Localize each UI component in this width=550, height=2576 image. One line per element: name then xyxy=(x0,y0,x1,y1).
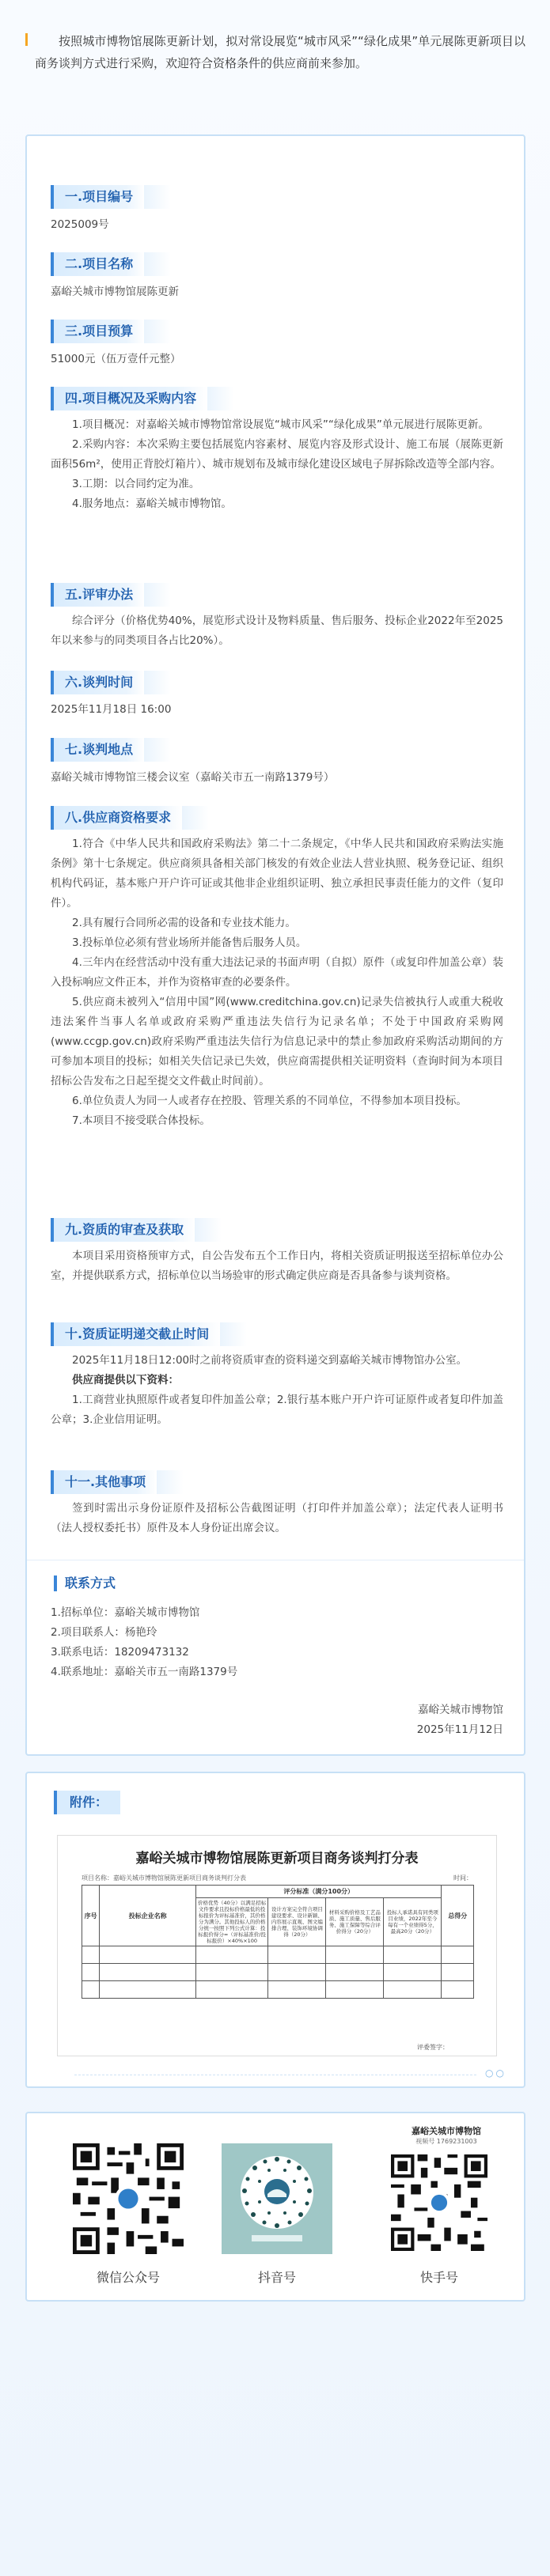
section-title-review: 九.资质的审查及获取 xyxy=(51,1218,195,1242)
qualification-item: 1.符合《中华人民共和国政府采购法》第二十二条规定，《中华人民共和国政府采购法实施条例》第十七条规定。供应商须具备相关部门核发的有效企业法人营业执照、税务登记证、组织机构代码证，基本账户开户许可证或其他非企业组织证明、独立承担民事责任能力的文件（复印件）。 xyxy=(51,838,503,910)
criterion-design: 设计方案完全符合项目建设要求、设计新颖、内容展示直观、图文编排合理、装饰环境协调得（20分） xyxy=(268,1898,326,1946)
attachment-title: 附件： xyxy=(54,1791,120,1814)
qualification-item: 7.本项目不接受联合体投标。 xyxy=(72,1114,211,1127)
deadline-value: 2025年11月18日12:00时之前将资质审查的资料递交到嘉峪关城市博物馆办公室。 xyxy=(72,1354,468,1367)
contact-title: 联系方式 xyxy=(54,1575,116,1591)
criterion-quality: 材料采购价格及工艺品质、施工质量、售后服务、施工保障等综合评价得分（20分） xyxy=(326,1898,384,1946)
intro-accent-bar xyxy=(25,33,28,46)
intro-paragraph xyxy=(35,30,525,74)
overview-text xyxy=(51,415,503,514)
wechat-qr-icon[interactable] xyxy=(73,2143,184,2254)
wechat-qr-image xyxy=(73,2143,184,2254)
announcement-card xyxy=(25,134,525,1756)
kuaishou-account-name: 嘉峪关城市博物馆 xyxy=(412,2126,481,2136)
section-title-place: 七.谈判地点 xyxy=(51,738,144,762)
douyin-qr-icon[interactable] xyxy=(222,2143,332,2254)
contact-item: 2.项目联系人：杨艳玲 xyxy=(51,1626,157,1639)
project-no-value: 2025009号 xyxy=(51,218,109,231)
overview-item: 4.服务地点：嘉峪关城市博物馆。 xyxy=(72,497,232,510)
evaluation-text xyxy=(51,611,503,651)
qualification-item: 6.单位负责人为同一人或者存在控股、管理关系的不同单位，不得参加本项目投标。 xyxy=(72,1095,467,1107)
qualification-item: 3.投标单位必须有营业场所并能备售后服务人员。 xyxy=(72,936,307,949)
col-no: 序号 xyxy=(82,1886,100,1946)
budget-text xyxy=(51,350,503,369)
douyin-qr-image xyxy=(222,2143,332,2254)
review-text xyxy=(51,1246,503,1286)
evaluation-value: 综合评分（价格优势40%，展览形式设计及物料质量、售后服务、投标企业2022年至2025年以来参与的同类项目各占比20%）。 xyxy=(51,615,503,647)
section-title-other: 十一.其他事项 xyxy=(51,1470,157,1494)
scoring-sheet-meta xyxy=(82,1874,472,1882)
contact-item: 1.招标单位：嘉峪关城市博物馆 xyxy=(51,1606,200,1619)
intro-text: 按照城市博物馆展陈更新计划，拟对常设展览“城市风采”“绿化成果”单元展陈更新项目以商务谈判方式进行采购，欢迎符合资格条件的供应商前来参加。 xyxy=(35,34,525,70)
scoring-sheet-time: 时间： xyxy=(453,1874,472,1882)
scoring-sheet-title: 嘉峪关城市博物馆展陈更新项目商务谈判打分表 xyxy=(135,1851,419,1867)
place-text xyxy=(51,768,503,788)
scoring-sheet-image xyxy=(57,1835,497,2056)
scoring-table xyxy=(82,1885,474,1999)
review-value: 本项目采用资格预审方式，自公告发布五个工作日内，将相关资质证明报送至招标单位办公室，并提供联系方式，招标单位以当场验审的形式确定供应商是否具备参与谈判资格。 xyxy=(51,1250,503,1282)
col-company: 投标企业名称 xyxy=(100,1886,196,1946)
time-value: 2025年11月18日 16:00 xyxy=(51,703,172,716)
wechat-label: 微信公众号 xyxy=(96,2270,160,2285)
table-row xyxy=(82,1964,474,1981)
project-no-text xyxy=(51,215,503,235)
kuaishou-label: 快手号 xyxy=(419,2270,458,2285)
section-title-project-name: 二.项目名称 xyxy=(51,252,144,276)
kuaishou-qr-image xyxy=(391,2154,487,2251)
other-value: 签到时需出示身份证原件及招标公告截图证明（打印件并加盖公章）；法定代表人证明书（法人授权委托书）原件及本人身份证出席会议。 xyxy=(51,1502,503,1534)
col-total: 总得分 xyxy=(442,1886,474,1946)
attachment-card xyxy=(25,1772,525,2088)
deadline-text xyxy=(51,1351,503,1430)
deadline-materials: 1.工商营业执照原件或者复印件加盖公章；2.银行基本账户开户许可证原件或者复印件加盖公章；3.企业信用证明。 xyxy=(51,1394,503,1426)
overview-item: 2.采购内容：本次采购主要包括展览内容素材、展览内容及形式设计、施工布展（展陈更新面积56m²，使用正背胶灯箱片）、城市规划布及城市绿化建设区域电子屏拆除改造等全部内容。 xyxy=(51,438,503,471)
qualification-item: 4.三年内在经营活动中没有重大违法记录的书面声明（自拟）原件（或复印件加盖公章）装入投标响应文件正本，并作为资格审查的必要条件。 xyxy=(51,956,503,989)
table-row xyxy=(82,1946,474,1964)
section-title-project-no: 一.项目编号 xyxy=(51,185,144,209)
table-row xyxy=(82,1981,474,1999)
section-title-evaluation: 五.评审办法 xyxy=(51,583,144,607)
project-name-value: 嘉峪关城市博物馆展陈更新 xyxy=(51,286,179,298)
overview-item: 3.工期：以合同约定为准。 xyxy=(72,478,200,490)
kuaishou-account-id: 视频号 1769231003 xyxy=(415,2138,477,2145)
douyin-label: 抖音号 xyxy=(257,2270,296,2285)
contact-signature-block xyxy=(51,1700,503,1740)
overview-item: 1.项目概况：对嘉峪关城市博物馆常设展览“城市风采”“绿化成果”单元展进行展陈更新。 xyxy=(72,418,489,431)
section-title-deadline: 十.资质证明递交截止时间 xyxy=(51,1322,220,1346)
contact-item: 3.联系电话：18209473132 xyxy=(51,1646,189,1659)
contact-list xyxy=(51,1603,503,1682)
budget-value: 51000元（伍万壹仟元整） xyxy=(51,353,181,365)
contact-signature: 嘉峪关城市博物馆 xyxy=(418,1704,503,1716)
section-title-time: 六.谈判时间 xyxy=(51,671,144,694)
col-score-header: 评分标准（满分100分） xyxy=(196,1886,442,1898)
qualification-item: 2.具有履行合同所必需的设备和专业技术能力。 xyxy=(72,917,296,929)
criterion-price: 价格优势（40分）以满足招标文件要求且投标价格最低的投标报价为评标基准价，其价格分为满分。其他投标人的价格分统一按照下列公式计算：投标报价得分=（评标基准价/投标报价）×40%×100 xyxy=(196,1898,268,1946)
place-value: 嘉峪关城市博物馆三楼会议室（嘉峪关市五一南路1379号） xyxy=(51,771,335,784)
section-title-overview: 四.项目概况及采购内容 xyxy=(51,387,207,410)
judge-signature: 评委签字： xyxy=(417,2044,449,2051)
criterion-experience: 投标人承诺具有同类项目业绩，2022年至今每有一个业绩得5分，最高20分（20分） xyxy=(384,1898,442,1946)
qr-card xyxy=(25,2112,525,2302)
kuaishou-header xyxy=(383,2124,510,2146)
section-title-qualification: 八.供应商资格要求 xyxy=(51,806,182,830)
decorative-dots: ○○ xyxy=(485,2067,506,2079)
qualification-item: 5.供应商未被列入“信用中国”网(www.creditchina.gov.cn)记录失信被执行人或重大税收违法案件当事人名单或政府采购严重违法失信行为记录名单；不处于中国政府采购网(www.ccgp.gov.cn)政府采购严重违法失信行为信息记录中的禁止参加政府采购活动期间的方可参加本项目的投标；如相关失信记录已失效，供应商需提供相关证明资料（查询时间为本项目招标公告发布之日起至提交文件截止时间前）。 xyxy=(51,996,503,1088)
deadline-subtitle: 供应商提供以下资料： xyxy=(72,1374,179,1386)
time-text xyxy=(51,700,503,720)
other-text xyxy=(51,1499,503,1538)
contact-item: 4.联系地址：嘉峪关市五一南路1379号 xyxy=(51,1666,238,1678)
kuaishou-qr-icon[interactable] xyxy=(391,2154,487,2251)
qualification-text xyxy=(51,834,503,1131)
section-title-budget: 三.项目预算 xyxy=(51,320,144,343)
scoring-sheet-project: 项目名称：嘉峪关城市博物馆展陈更新项目商务谈判打分表 xyxy=(82,1874,246,1882)
contact-date: 2025年11月12日 xyxy=(416,1723,503,1736)
project-name-text xyxy=(51,282,503,302)
